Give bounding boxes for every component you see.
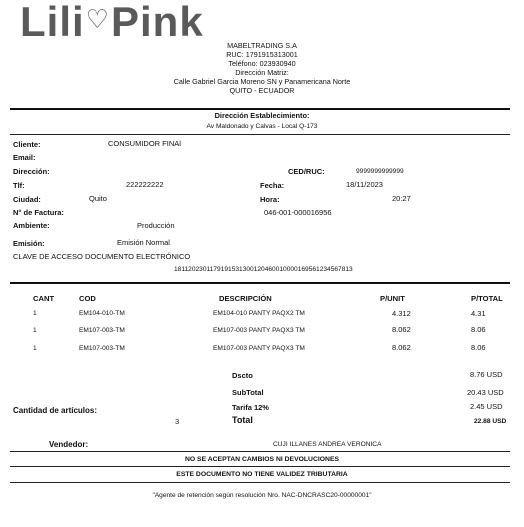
date-label: Fecha: [260,181,285,190]
company-ruc: RUC: 1791915313001 [226,50,298,59]
client-label: Cliente: [13,140,41,149]
client-value: CONSUMIDOR FINAl [108,139,181,148]
retention-note: "Agente de retención según resolución Nro. NAC-DNCRASC20-00000001" [152,492,372,499]
total-value: 22.88 USD [474,418,507,425]
col-header-descripcion: DESCRIPCIÓN [219,294,272,303]
discount-label: Dscto [232,371,253,380]
discount-value: 8.76 USD [470,370,503,379]
company-name: MABELTRADING S.A [227,41,297,50]
email-label: Email: [13,153,36,162]
invoice-label: N° de Factura: [13,208,64,217]
access-key-value: 1811202301179191531300120460010000169561234567813 [174,266,353,273]
heart-icon: ♡ [85,4,110,34]
table-row-desc: EM104-010 PANTY PAQX2 TM [213,310,305,317]
table-row-ptotal: 8.06 [471,343,486,352]
subtotal-value: 20.43 USD [467,388,504,397]
col-header-ptotal: P/TOTAL [471,294,503,303]
subtotal-label: SubTotal [232,388,264,397]
divider [10,466,510,467]
tlf-label: Tlf: [13,181,25,190]
ced-value: 9999999999999 [356,168,404,175]
divider [10,134,510,135]
table-row-ptotal: 4.31 [471,309,486,318]
col-header-cant: CANT [33,294,55,303]
divider [10,482,510,483]
company-address-title: Dirección Matriz: [235,68,289,77]
no-tax-validity-notice: ESTE DOCUMENTO NO TIENE VALIDEZ TRIBUTARIA [176,471,348,478]
invoice-value: 046-001-000016956 [264,208,332,217]
ced-label: CED/RUC: [288,167,325,176]
total-label: Total [232,415,253,425]
table-row-cant: 1 [33,327,37,334]
items-count-label: Cantidad de artículos: [13,406,98,415]
logo-text-left: Lili [20,0,85,45]
table-row-cant: 1 [33,345,37,352]
table-row-cod: EM104-010-TM [79,310,125,317]
environment-value: Producción [137,221,175,230]
divider [10,282,510,284]
city-value: Quito [89,194,107,203]
date-value: 18/11/2023 [346,180,383,189]
time-label: Hora: [260,195,280,204]
seller-label: Vendedor: [49,440,89,449]
no-returns-notice: NO SE ACEPTAN CAMBIOS NI DEVOLUCIONES [184,456,340,463]
company-address: Calle Gabriel Garcia Moreno SN y Panamericana Norte [173,77,351,86]
emission-value: Emisión Normal [117,238,170,247]
establishment-title: Dirección Establecimiento: [214,111,310,120]
table-row-punit: 8.062 [392,343,411,352]
table-row-cant: 1 [33,310,37,317]
table-row-desc: EM107-003 PANTY PAQX3 TM [213,327,305,334]
table-row-desc: EM107-003 PANTY PAQX3 TM [213,345,305,352]
emission-label: Emisión: [13,239,45,248]
time-value: 20:27 [392,194,411,203]
tax-label: Tarifa 12% [232,403,269,412]
access-key-label: CLAVE DE ACCESO DOCUMENTO ELECTRÓNICO [13,252,191,261]
col-header-cod: COD [79,294,96,303]
company-phone: Teléfono: 023930940 [228,59,296,68]
tlf-value: 222222222 [126,180,164,189]
divider [10,451,510,452]
col-header-punit: P/UNIT [380,294,405,303]
seller-value: CUJI ILLANES ANDREA VERONICA [273,441,382,448]
company-city: QUITO - ECUADOR [229,86,295,95]
items-count-value: 3 [175,417,180,426]
table-row-punit: 8.062 [392,325,411,334]
establishment-address: Av Maldonado y Calvas - Local Q-173 [206,123,318,130]
table-row-punit: 4.312 [392,309,411,318]
logo-text-right: Pink [110,0,204,45]
environment-label: Ambiente: [13,221,50,230]
city-label: Ciudad: [13,195,41,204]
table-row-ptotal: 8.06 [471,325,486,334]
table-row-cod: EM107-003-TM [79,327,125,334]
address-label: Dirección: [13,167,50,176]
table-row-cod: EM107-003-TM [79,345,125,352]
tax-value: 2.45 USD [470,402,503,411]
divider [10,108,510,110]
